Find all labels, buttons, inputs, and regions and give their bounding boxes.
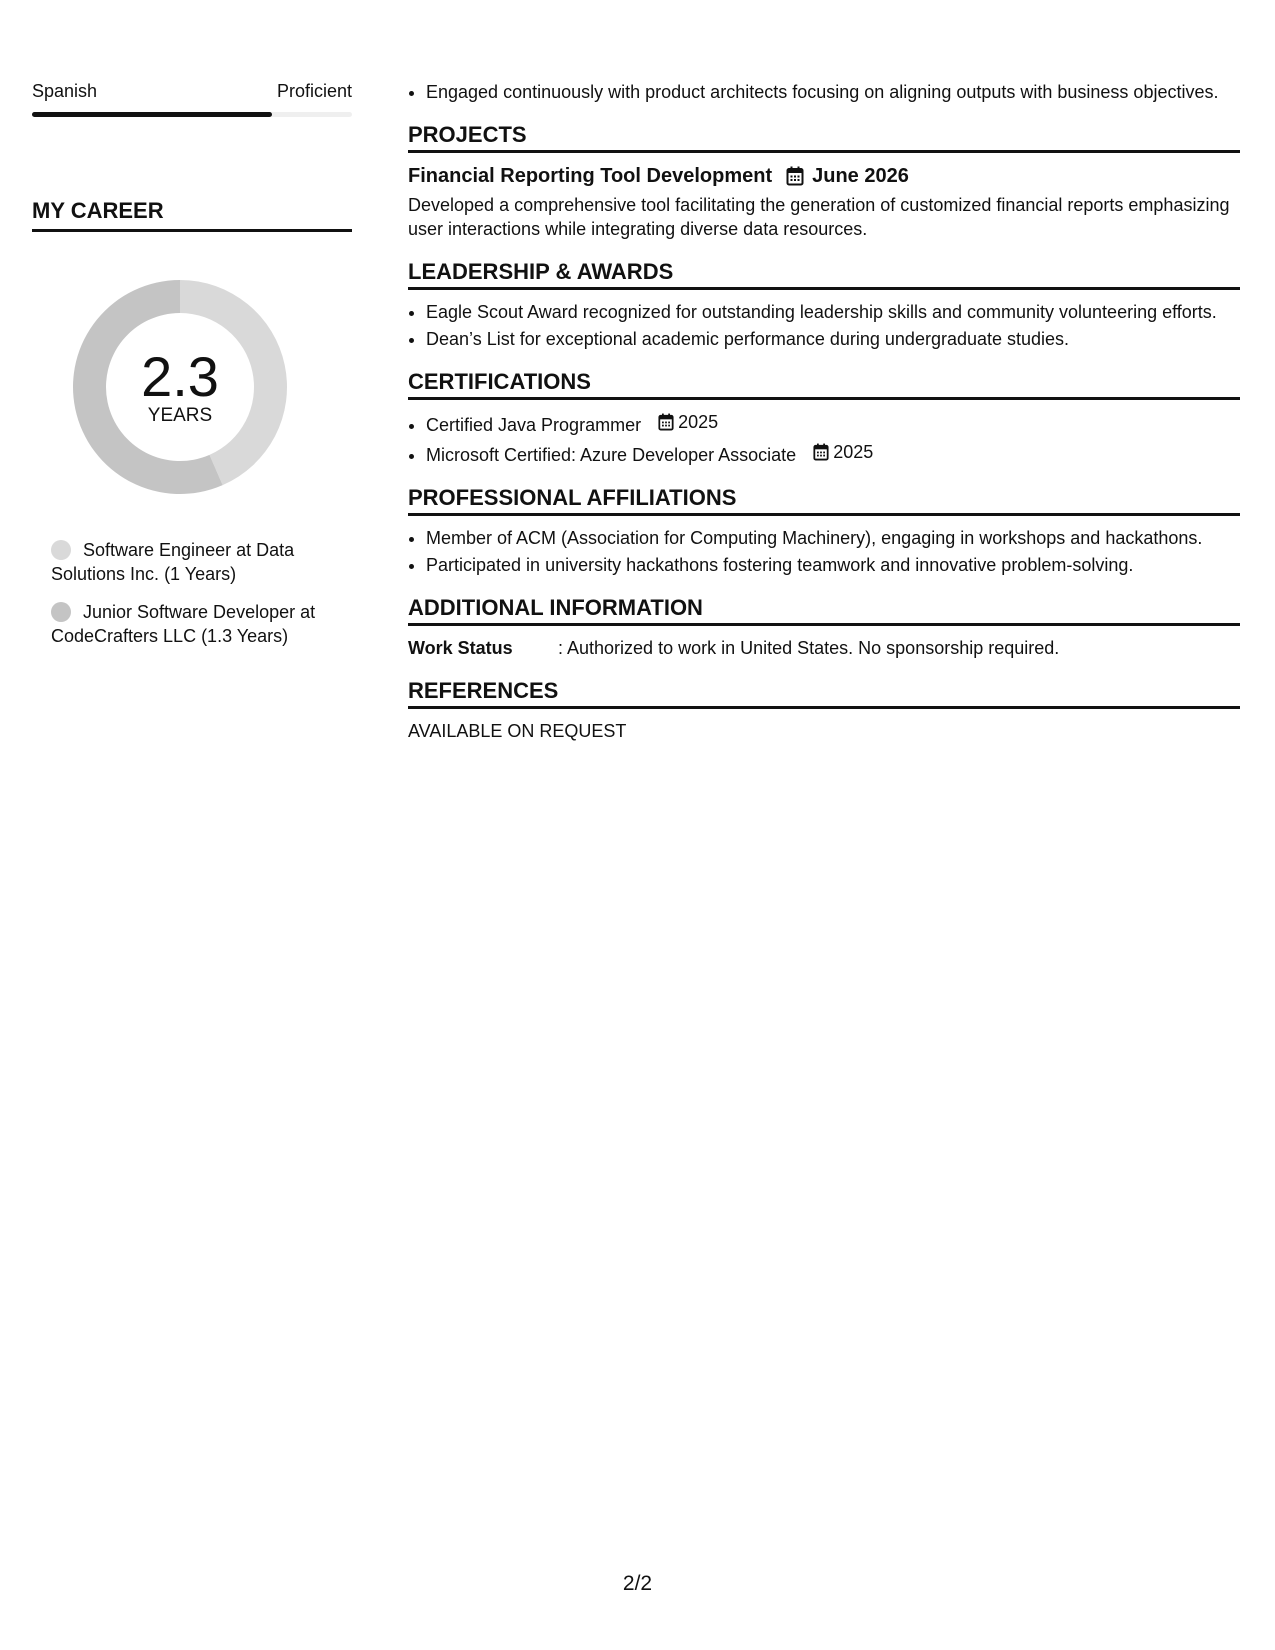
list-item (426, 410, 1240, 437)
legend-label: Junior Software Developer at CodeCrafters LLC (1.3 Years) (51, 602, 316, 646)
project-title-row (408, 163, 1240, 189)
language-level: Proficient (276, 81, 352, 101)
references-heading: REFERENCES (408, 678, 1240, 709)
legend-item (51, 600, 352, 648)
calendar-icon (813, 443, 829, 461)
calendar-icon (658, 413, 674, 431)
list-item: • Dean’s List for exceptional academic performance during undergraduate studies. (426, 327, 1240, 351)
career-heading: MY CAREER (32, 197, 352, 232)
info-value: : Authorized to work in United States. No sponsorship required. (558, 638, 1060, 658)
list-item (426, 440, 1240, 467)
leadership-list (408, 300, 1240, 351)
list-item: • Participated in university hackathons fostering teamwork and innovative problem-solving. (426, 553, 1240, 577)
certifications-section (408, 369, 1240, 467)
certifications-heading: CERTIFICATIONS (408, 369, 1240, 400)
leadership-heading: LEADERSHIP & AWARDS (408, 259, 1240, 290)
project-title: Financial Reporting Tool Development (408, 165, 773, 187)
info-label: Work Status (408, 638, 513, 658)
project-description: Developed a comprehensive tool facilitating the generation of customized financial reports emphasizing user interactions while integrating diverse data resources. (408, 195, 1230, 239)
right-column (408, 80, 1240, 743)
legend-dot (51, 540, 71, 560)
career-legend (32, 538, 352, 648)
legend-item (51, 538, 352, 586)
page-number: 2/2 (622, 1572, 653, 1595)
affiliations-section (408, 485, 1240, 577)
language-name: Spanish (32, 81, 98, 101)
certifications-list (408, 410, 1240, 467)
certification-date: 2025 (833, 442, 874, 462)
list-item: • Eagle Scout Award recognized for outstanding leadership skills and community volunteering efforts. (426, 300, 1240, 324)
language-proficiency-bar (32, 112, 352, 117)
career-donut-chart (67, 274, 293, 500)
career-total-value: 2.3 (141, 345, 219, 408)
certification-date: 2025 (678, 412, 719, 432)
info-row (408, 636, 1240, 660)
certification-name: Microsoft Certified: Azure Developer Associate (426, 445, 797, 465)
list-item: • Engaged continuously with product architects focusing on aligning outputs with business objectives. (426, 80, 1240, 104)
language-proficiency-fill (32, 112, 272, 117)
projects-section (408, 122, 1240, 241)
certification-name: Certified Java Programmer (426, 415, 642, 435)
legend-dot (51, 602, 71, 622)
affiliations-list (408, 526, 1240, 577)
projects-heading: PROJECTS (408, 122, 1240, 153)
references-text: AVAILABLE ON REQUEST (408, 721, 627, 741)
additional-info-section (408, 595, 1240, 660)
career-total-unit: YEARS (147, 405, 213, 426)
calendar-icon (786, 166, 804, 186)
left-column (32, 80, 352, 662)
references-section (408, 678, 1240, 743)
affiliations-heading: PROFESSIONAL AFFILIATIONS (408, 485, 1240, 516)
language-item (32, 80, 352, 117)
leadership-section (408, 259, 1240, 351)
additional-info-heading: ADDITIONAL INFORMATION (408, 595, 1240, 626)
project-date: June 2026 (812, 165, 909, 187)
list-item: • Member of ACM (Association for Computing Machinery), engaging in workshops and hackathons. (426, 526, 1240, 550)
legend-label: Software Engineer at Data Solutions Inc. (1 Years) (51, 540, 295, 584)
experience-continued-list (408, 80, 1240, 104)
